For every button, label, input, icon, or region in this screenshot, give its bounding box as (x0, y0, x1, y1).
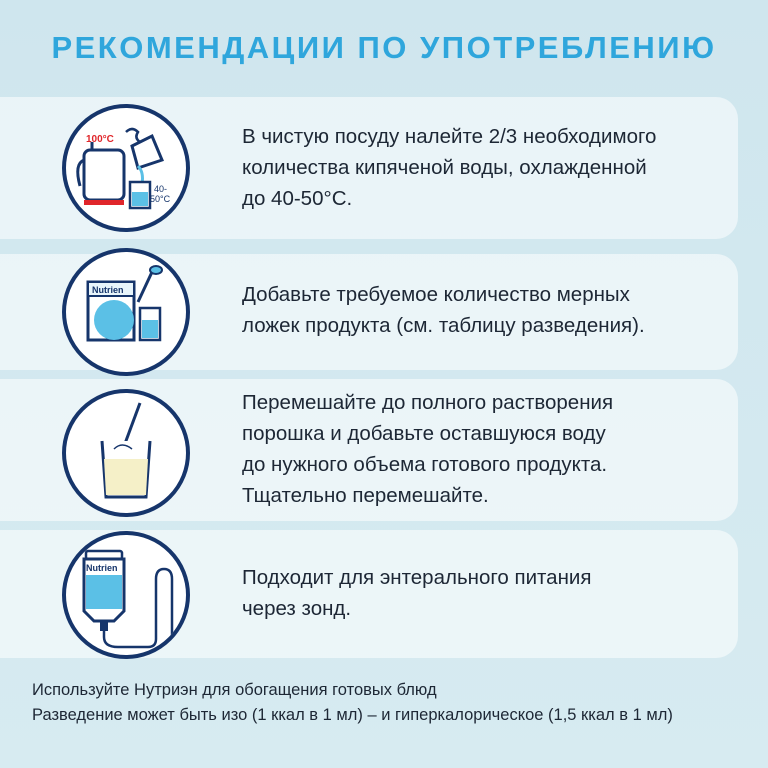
kettle-water-icon (62, 104, 190, 232)
step-3-line-4: Тщательно перемешайте. (242, 484, 489, 507)
step-4-line-1: Подходит для энтерального питания (242, 566, 592, 589)
footer-line-2: Разведение может быть изо (1 ккал в 1 мл) – и гиперкалорическое (1,5 ккал в 1 мл) (32, 706, 673, 724)
step-4-line-2: через зонд. (242, 597, 352, 620)
step-2-line-1: Добавьте требуемое количество мерных (242, 283, 630, 306)
stir-glass-icon (62, 389, 190, 517)
hot-temp-label: 100°C (86, 134, 114, 145)
step-1-line-3: до 40-50°C. (242, 187, 353, 210)
step-text-3 (242, 387, 722, 511)
step-2-line-2: ложек продукта (см. таблицу разведения). (242, 314, 645, 337)
box-brand-label: Nutrien (92, 285, 124, 295)
step-1-line-2: количества кипяченой воды, охлажденной (242, 156, 647, 179)
powder-box-icon (62, 248, 190, 376)
bag-brand-label: Nutrien (86, 563, 118, 573)
footer-notes (32, 678, 673, 728)
warm-temp-label-top: 40- (154, 184, 168, 194)
feeding-bag-icon (62, 531, 190, 659)
step-1-line-1: В чистую посуду налейте 2/3 необходимого (242, 125, 657, 148)
step-3-line-1: Перемешайте до полного растворения (242, 391, 614, 414)
footer-line-1: Используйте Нутриэн для обогащения готовых блюд (32, 681, 437, 699)
warm-temp-label-bottom: 50°C (150, 194, 171, 204)
step-text-2 (242, 279, 722, 341)
step-text-4 (242, 562, 722, 624)
page-title: РЕКОМЕНДАЦИИ ПО УПОТРЕБЛЕНИЮ (51, 30, 717, 65)
step-text-1 (242, 121, 722, 214)
step-3-line-2: порошка и добавьте оставшуюся воду (242, 422, 606, 445)
step-3-line-3: до нужного объема готового продукта. (242, 453, 608, 476)
